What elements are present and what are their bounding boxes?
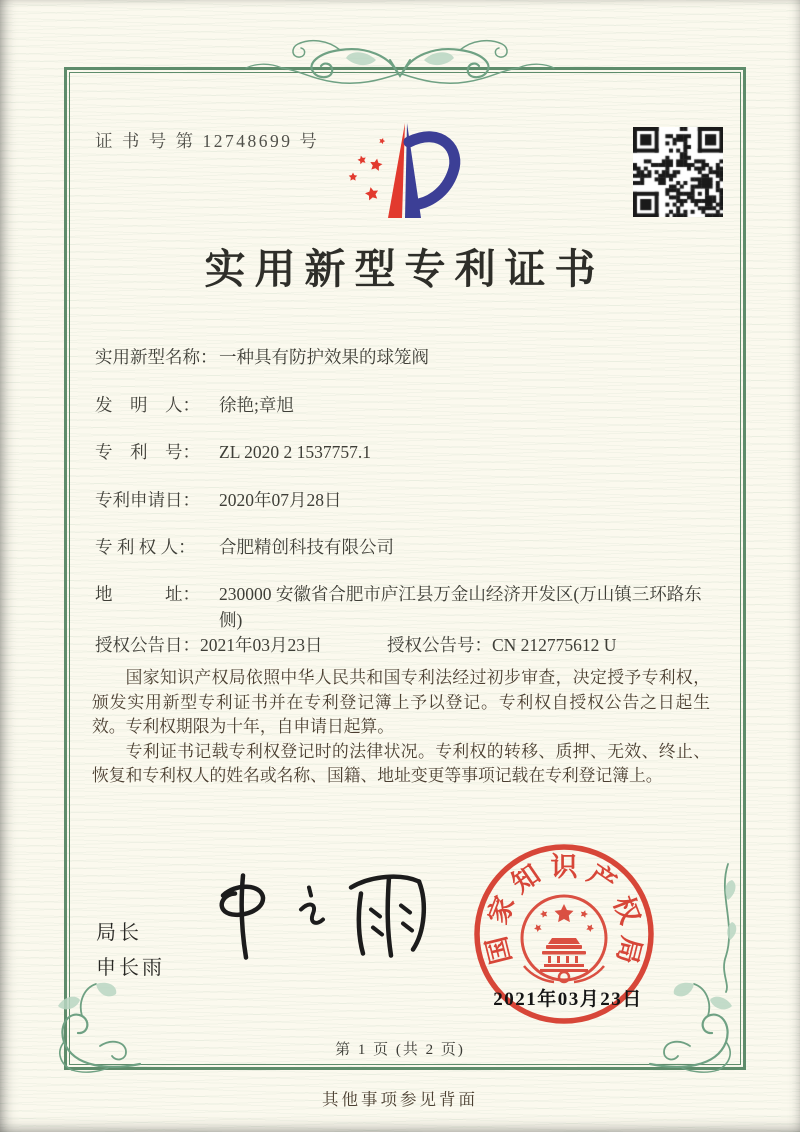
certificate-number: 证 书 号 第 12748699 号	[95, 131, 320, 151]
field-label: 实用新型名称：	[95, 347, 218, 367]
officer-name: 申长雨	[96, 957, 165, 979]
field-value: 230000 安徽省合肥市庐江县万金山经济开发区(万山镇三环路东侧)	[219, 584, 702, 631]
seal-arc-char: 国	[481, 933, 517, 967]
director-signature-icon	[205, 855, 445, 975]
field-label: 专利申请日：	[95, 490, 200, 510]
field-value: 一种具有防护效果的球笼阀	[219, 347, 429, 367]
field-row-filing-date	[95, 487, 717, 513]
field-value: CN 212775612 U	[492, 635, 617, 655]
legal-paragraph-2: 专利证书记载专利权登记时的法律状况。专利权的转移、质押、无效、终止、恢复和专利权人的姓名或名称、国籍、地址变更等事项记载在专利登记簿上。	[92, 741, 710, 785]
field-row-patentee	[95, 534, 717, 560]
field-value: ZL 2020 2 1537757.1	[219, 442, 371, 462]
field-row-grant	[95, 632, 717, 658]
legal-paragraph-1: 国家知识产权局依照中华人民共和国专利法经过初步审查，决定授予专利权，颁发实用新型专利证书并在专利登记簿上予以登记。专利权自授权公告之日起生效。专利权期限为十年，自申请日起算。	[92, 668, 710, 736]
field-label: 授权公告号：	[387, 635, 492, 655]
field-value: 徐艳;章旭	[219, 395, 294, 415]
seal-arc-char: 家	[482, 892, 521, 928]
field-value: 2020年07月28日	[219, 490, 342, 510]
grant-date-pair	[95, 632, 387, 658]
top-flourish-ornament-icon	[190, 38, 610, 102]
field-label: 地 址：	[95, 584, 200, 604]
national-emblem-icon	[522, 896, 606, 982]
field-label: 专 利 权 人：	[95, 537, 196, 557]
seal-arc-char: 局	[611, 933, 647, 967]
seal-arc-char: 识	[550, 852, 578, 882]
field-value: 2021年03月23日	[200, 635, 323, 655]
certificate-title: 实用新型专利证书	[204, 246, 605, 292]
field-row-patent-number	[95, 439, 717, 465]
cnipa-logo-icon	[336, 110, 466, 232]
page-number: 第 1 页 (共 2 页)	[335, 1042, 465, 1058]
seal-arc-char: 权	[607, 892, 646, 928]
field-row-name	[95, 344, 717, 370]
seal-arc-char: 知	[506, 858, 546, 899]
legal-text-block	[92, 666, 710, 789]
field-row-inventor	[95, 392, 717, 418]
field-value: 合肥精创科技有限公司	[219, 537, 394, 557]
officer-title: 局长	[96, 922, 142, 944]
seal-date: 2021年03月23日	[493, 989, 643, 1010]
qr-code	[633, 127, 723, 217]
bottom-left-corner-ornament-icon	[50, 980, 145, 1075]
field-label: 授权公告日：	[95, 635, 200, 655]
seal-arc-char: 产	[582, 858, 622, 899]
grant-number-pair	[387, 632, 616, 658]
back-side-note: 其他事项参见背面	[322, 1090, 478, 1109]
field-label: 发 明 人：	[95, 395, 200, 415]
field-label: 专 利 号：	[95, 442, 200, 462]
field-row-address	[95, 581, 717, 634]
